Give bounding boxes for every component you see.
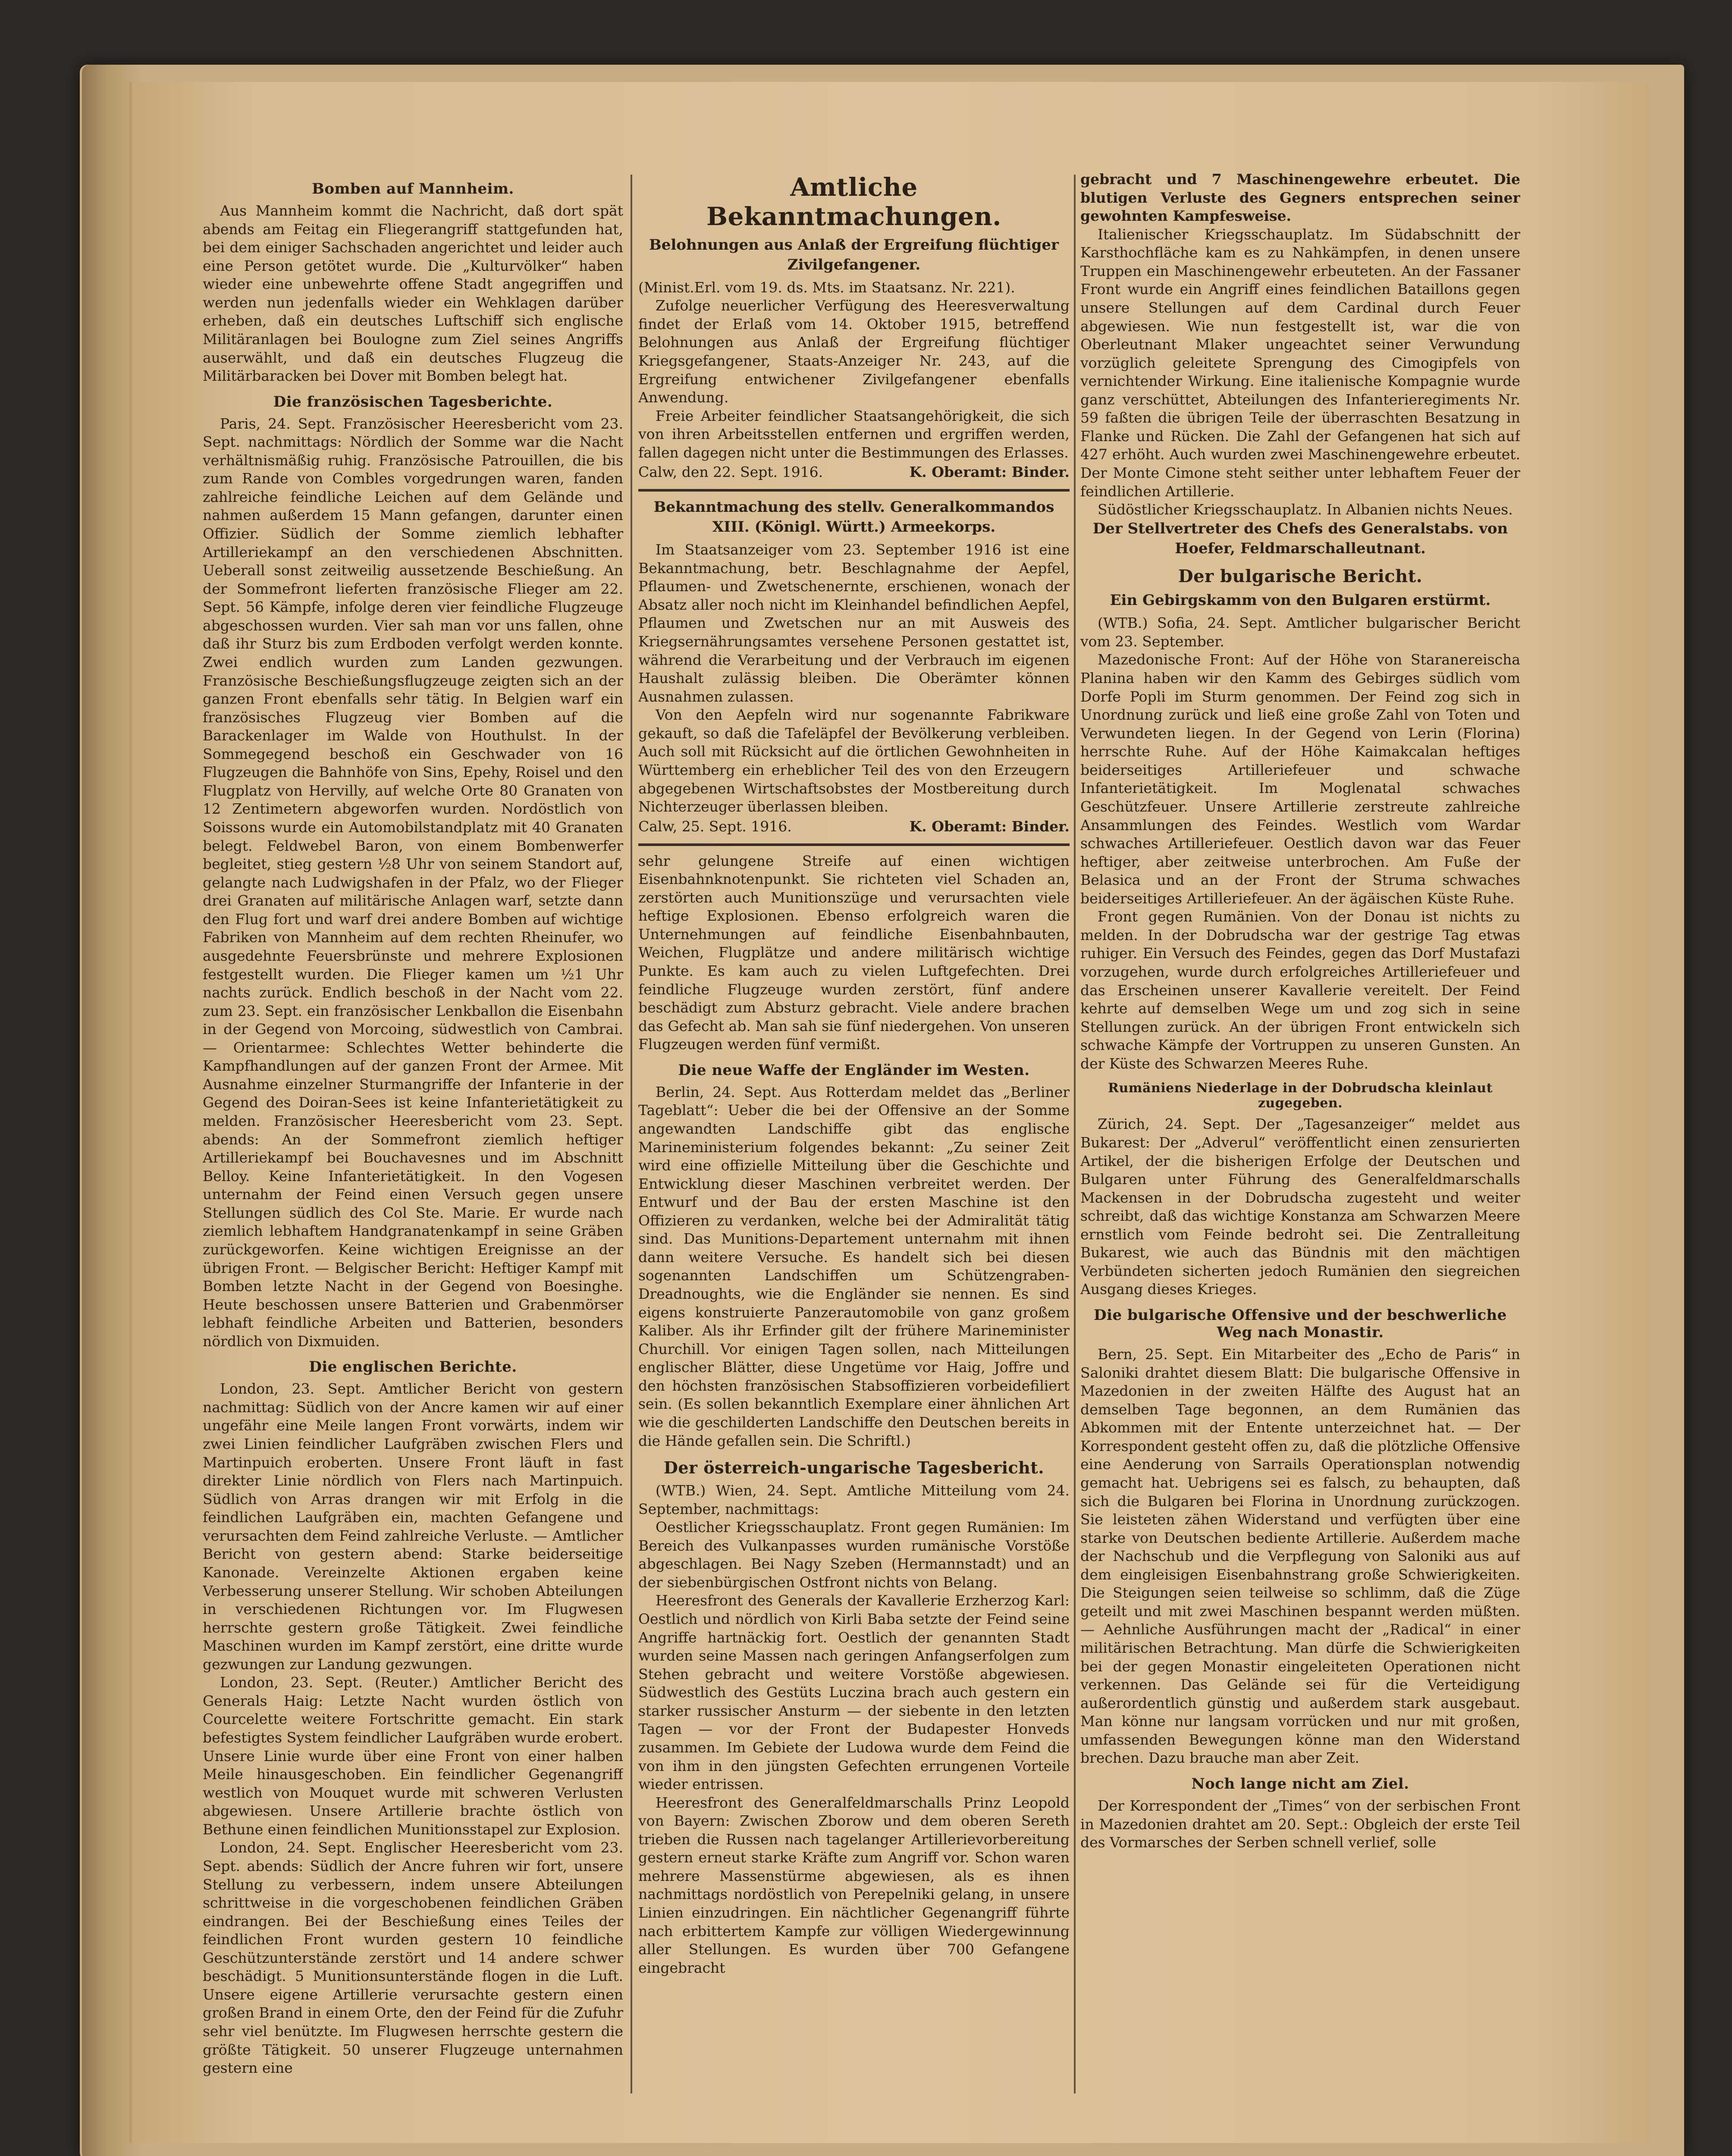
headline-rumaeniens-niederlage: Rumäniens Niederlage in der Dobrudscha kleinlaut zugegeben. (1108, 1081, 1493, 1111)
signature-date: Calw, 25. Sept. 1916. (638, 818, 792, 835)
article-paragraph: Der Korrespondent der „Times“ von der serbischen Front in Mazedonien drahtet am 20. Sept.: Obgleich der erste Teil des Vormarsches der Serben schnell verlief, solle (1080, 1797, 1520, 1851)
signature-line (638, 464, 1070, 480)
signature-authority: K. Oberamt: Binder. (909, 464, 1070, 481)
subheadline-generalkommando: Bekanntmachung des stellv. Generalkommandos XIII. (Königl. Württ.) Armeekorps. (653, 498, 1054, 536)
article-paragraph: Mazedonische Front: Auf der Höhe von Staranereischa Planina haben wir den Kamm des Gebirges südlich vom Dorfe Popli im Sturm genommen. Der Feind zog sich in Unordnung zurück und ließ eine große Zahl von Toten und Verwundeten liegen. In der Gegend von Lerin (Florina) herrschte Ruhe. Auf der Höhe Kaimakcalan heftiges beiderseitiges Artilleriefeuer und schwache Infanterietätigkeit. Im Moglenatal schwaches Geschützfeuer. Unsere Artillerie zerstreute zahlreiche Ansammlungen des Feindes. Westlich vom Wardar schwaches Artilleriefeuer. Oestlich davon war das Feuer heftiger, aber zeitweise unterbrochen. Am Fuße der Belasica und an der Front der Struma schwaches beiderseitiges Artilleriefeuer. An der ägäischen Küste Ruhe. (1080, 651, 1520, 907)
headline-neue-waffe: Die neue Waffe der Engländer im Westen. (678, 1061, 1030, 1079)
article-paragraph: Freie Arbeiter feindlicher Staatsangehörigkeit, die sich von ihren Arbeitsstellen entfernen und ergriffen werden, fallen dagegen nicht unter die Bestimmungen des Erlasses. (638, 407, 1070, 461)
subheadline-belohnungen: Belohnungen aus Anlaß der Ergreifung flüchtiger Zivilgefangener. (649, 236, 1059, 273)
headline-englische-berichte: Die englischen Berichte. (309, 1358, 517, 1376)
headline-franzoesische-berichte: Die französischen Tagesberichte. (273, 393, 553, 411)
article-paragraph: (WTB.) Sofia, 24. Sept. Amtlicher bulgarischer Bericht vom 23. September. (1080, 614, 1520, 650)
headline-oesterreich-ungarisch: Der österreich-ungarische Tagesbericht. (663, 1458, 1045, 1478)
article-paragraph: Heeresfront des Generals der Kavallerie Erzherzog Karl: Oestlich und nördlich von Kirli Baba setzte der Feind seine Angriffe hartnäckig fort. Oestlich der genannten Stadt wurden seine Massen nach geringen Anfangserfolgen zum Stehen gebracht und weitere Vorstöße abgewiesen. Südwestlich des Gestüts Luczina brach auch gestern ein starker russischer Ansturm — der siebente in den letzten Tagen — vor der Front der Budapester Honveds zusammen. Im Gebiete der Ludowa wurde dem Feind die von ihm in den jüngsten Gefechten errungenen Vorteile wieder entrissen. (638, 1592, 1070, 1793)
article-paragraph: gebracht und 7 Maschinengewehre erbeutet. Die blutigen Verluste des Gegners entsprechen seiner gewohnten Kampfesweise. (1080, 171, 1520, 225)
column-middle (638, 172, 1070, 2113)
headline-noch-lange-nicht: Noch lange nicht am Ziel. (1191, 1775, 1409, 1792)
article-paragraph: Zufolge neuerlicher Verfügung des Heeresverwaltung findet der Erlaß vom 14. Oktober 1915, betreffend Belohnungen aus Anlaß der Ergreifung flüchtiger Kriegsgefangener, Staats-Anzeiger Nr. 243, auf die Ergreifung entwichener Zivilgefangener ebenfalls Anwendung. (638, 297, 1070, 406)
article-paragraph: sehr gelungene Streife auf einen wichtigen Eisenbahnknotenpunkt. Sie richteten viel Schaden an, zerstörten auch Munitionszüge und verursachten viele heftige Explosionen. Ebenso erfolgreich waren die Unternehmungen auf feindliche Eisenbahnbauten, Weichen, Flugplätze und andere militärisch wichtige Punkte. Es kam auch zu vielen Luftgefechten. Drei feindliche Flugzeuge wurden zerstört, fünf andere beschädigt zum Absturz gebracht. Viele andere brachen das Gefecht ab. Man sah sie fünf niedergehen. Von unseren Flugzeugen werden fünf vermißt. (638, 852, 1070, 1053)
article-paragraph: Zürich, 24. Sept. Der „Tagesanzeiger“ meldet aus Bukarest: Der „Adverul“ veröffentlicht einen zensurierten Artikel, der die bisherigen Erfolge der Deutschen und Bulgaren unter Führung des Generalfeldmarschalls Mackensen in der Dobrudscha zugesteht und weiter schreibt, daß das wichtige Konstanza am Schwarzen Meere ernstlich vom Feinde bedroht sei. Die Zentralleitung Bukarest, wie auch das Bündnis mit den mächtigen Verbündeten sicherten jedoch Rumänien den siegreichen Ausgang dieses Krieges. (1080, 1116, 1520, 1298)
signature-date: Calw, den 22. Sept. 1916. (638, 464, 823, 481)
signature-generalstab: Der Stellvertreter des Chefs des Generalstabs. von Hoefer, Feldmarschalleutnant. (1092, 520, 1508, 557)
article-paragraph: Im Staatsanzeiger vom 23. September 1916 ist eine Bekanntmachung, betr. Beschlagnahme der Aepfel, Pflaumen- und Zwetschenernte, erschienen, wonach der Absatz aller noch nicht im Kleinhandel befindlichen Aepfel, Pflaumen und Zwetschen nur an mit Ausweis des Kriegsernährungsamtes versehene Personen gestattet ist, während die Verarbeitung und der Verbrauch im eigenen Haushalt zulässig bleiben. Die Oberämter können Ausnahmen zulassen. (638, 541, 1070, 705)
article-paragraph: (Minist.Erl. vom 19. ds. Mts. im Staatsanz. Nr. 221). (638, 279, 1015, 296)
article-paragraph: Oestlicher Kriegsschauplatz. Front gegen Rumänien: Im Bereich des Vulkanpasses wurden rumänische Vorstöße abgeschlagen. Bei Nagy Szeben (Hermannstadt) und an der siebenbürgischen Ostfront nichts von Belang. (638, 1519, 1070, 1591)
article-paragraph: Bern, 25. Sept. Ein Mitarbeiter des „Echo de Paris“ in Saloniki drahtet diesem Blatt: Die bulgarische Offensive in Mazedonien in der zweiten Hälfte des August hat an demselben Tage begonnen, an dem Rumänien das Abkommen mit der Entente unterzeichnet hat. — Der Korrespondent gesteht offen zu, daß die plötzliche Offensive eine Aenderung von Sarrails Operationsplan notwendig gemacht hat. Uebrigens sei es falsch, zu behaupten, daß sich die Bulgaren bei Florina in Unordnung zurückzogen. Sie leisteten zähen Widerstand und verfügten über eine starke von Deutschen bediente Artillerie. Außerdem mache der Nachschub und die Verpflegung von Saloniki aus auf dem eingleisigen Eisenbahnstrang große Schwierigkeiten. Die Steigungen seien teilweise so schlimm, daß die Züge geteilt und mit zwei Maschinen bespannt werden müßten. — Aehnliche Ausführungen macht der „Radical“ in einer militärischen Betrachtung. Man dürfe die Schwierigkeiten bei der gegen Monastir eingeleiteten Operationen nicht verkennen. Das Gelände sei für die Verteidigung außerordentlich günstig und außerdem stark ausgebaut. Man könne nur langsam vorrücken und nur mit großen, umfassenden Bewegungen könne man den Widerstand brechen. Dazu brauche man aber Zeit. (1080, 1346, 1520, 1767)
article-paragraph: Front gegen Rumänien. Von der Donau ist nichts zu melden. In der Dobrudscha war der gestrige Tag etwas ruhiger. Ein Versuch des Feindes, gegen das Dorf Mustafazi vorzugehen, wurde durch erfolgreiches Artilleriefeuer und das Erscheinen unserer Kavallerie vereitelt. Der Feind kehrte auf demselben Wege um und zog sich in seine Stellungen zurück. An der übrigen Front entwickeln sich schwache Kämpfe der Vortruppen zu unseren Gunsten. An der Küste des Schwarzen Meeres Ruhe. (1080, 908, 1520, 1072)
article-paragraph: Berlin, 24. Sept. Aus Rotterdam meldet das „Berliner Tageblatt“: Ueber die bei der Offensive an der Somme angewandten Landschiffe gibt das englische Marineministerium folgendes bekannt: „Zu seiner Zeit wird eine offizielle Mitteilung über die Geschichte und Entwicklung dieser Maschinen verbreitet werden. Der Entwurf und der Bau der ersten Maschine ist den Offizieren zu verdanken, welche bei der Admiralität tätig sind. Das Munitions-Departement unternahm mit ihnen dann weitere Versuche. Es handelt sich bei diesen sogenannten Landschiffen um Schützengraben-Dreadnoughts, wie die Engländer sie nennen. Es sind eigens konstruierte Panzerautomobile von ganz großem Kaliber. Als ihr Erfinder gilt der frühere Marineminister Churchill. Vor einigen Tagen sollen, nach Mitteilungen englischer Blätter, diese Ungetüme vor Haig, Joffre und den höchsten französischen Stabsoffizieren vorbeidefiliert sein. (Es sollen bekanntlich Exemplare einer ähnlichen Art wie die geschilderten Landschiffe den Deutschen bereits in die Hände gefallen sein. Die Schriftl.) (638, 1083, 1070, 1449)
article-paragraph: Von den Aepfeln wird nur sogenannte Fabrikware gekauft, so daß die Tafeläpfel der Bevölkerung verbleiben. Auch soll mit Rücksicht auf die örtlichen Gewohnheiten in Württemberg ein erheblicher Teil des von den Erzeugern abgegebenen Wirtschaftsobstes der Mostbereitung durch Nichterzeuger überlassen bleiben. (638, 706, 1070, 815)
article-paragraph: Paris, 24. Sept. Französischer Heeresbericht vom 23. Sept. nachmittags: Nördlich der Somme war die Nacht verhältnismäßig ruhig. Französische Patrouillen, die bis zum Rande von Combles vorgedrungen waren, fanden zahlreiche feindliche Leichen auf dem Gelände und nahmen außerdem 15 Mann gefangen, darunter einen Offizier. Südlich der Somme ziemlich lebhafter Artilleriekampf an den verschiedenen Abschnitten. Ueberall sonst zeitweilig aussetzende Beschießung. An der Sommefront lieferten französische Flieger am 22. Sept. 56 Kämpfe, infolge deren vier feindliche Flugzeuge abgeschossen wurden. Vier sah man vor uns fallen, ohne daß ihr Sturz bis zum Erdboden verfolgt werden konnte. Zwei endlich wurden zum Landen gezwungen. Französische Beschießungsflugzeuge zeigten sich an der ganzen Front ebenfalls sehr tätig. In Belgien warf ein französisches Flugzeug vier Bomben auf die Barackenlager im Walde von Houthulst. In der Sommegegend beschoß ein Geschwader von 16 Flugzeugen die Bahnhöfe von Sins, Epehy, Roisel und den Flugplatz von Hervilly, auf welche Orte 80 Granaten von 12 Zentimetern abgeworfen wurden. Nordöstlich von Soissons wurde ein Automobilstandplatz mit 40 Granaten belegt. Feldwebel Baron, von einem Bombenwerfer begleitet, stieg gestern ½8 Uhr von seinem Standort auf, gelangte nach Ludwigshafen in der Pfalz, wo der Flieger drei Granaten auf militärische Anlagen warf, setzte dann den Flug fort und warf drei andere Bomben auf wichtige Fabriken von Mannheim auf dem rechten Rheinufer, wo ausgedehnte Feuersbrünste und mehrere Explosionen festgestellt wurden. Die Flieger kamen um ½1 Uhr nachts zurück. Endlich beschoß in der Nacht vom 22. zum 23. Sept. ein französischer Lenkballon die Eisenbahn in der Gegend von Morcoing, südwestlich von Cambrai. — Orientarmee: Schlechtes Wetter behinderte die Kampfhandlungen auf der ganzen Front der Armee. Mit Ausnahme einzelner Sturmangriffe der Infanterie in der Gegend des Doiran-Sees ist keine Infanterietätigkeit zu melden. Französischer Heeresbericht vom 23. Sept. abends: An der Sommefront ziemlich heftiger Artilleriekampf bei Bouchavesnes und im Abschnitt Belloy. Keine Infanterietätigkeit. In den Vogesen unternahm der Feind einen Versuch gegen unsere Stellungen südlich des Col Ste. Marie. Er wurde nach ziemlich lebhaftem Handgranatenkampf in seine Gräben zurückgeworfen. Keine wichtigen Ereignisse an der übrigen Front. — Belgischer Bericht: Heftiger Kampf mit Bomben letzte Nacht in der Gegend von Boesinghe. Heute beschossen unsere Batterien und Grabenmörser lebhaft feindliche Arbeiten und Batterien, besonders nördlich von Dixmuiden. (203, 415, 623, 1350)
column-left (203, 172, 623, 2113)
article-paragraph: Heeresfront des Generalfeldmarschalls Prinz Leopold von Bayern: Zwischen Zborow und dem oberen Sereth trieben die Russen nach tagelanger Artillerievorbereitung gestern erneut starke Kräfte zum Angriff vor. Schon waren mehrere Massenstürme abgewiesen, als es ihnen nachmittags nordöstlich von Perepelniki gelang, in unsere Linien einzudringen. Ein nächtlicher Gegenangriff führte nach erbittertem Kampfe zur völligen Wiedergewinnung aller Stellungen. Es wurden über 700 Gefangene eingebracht (638, 1794, 1070, 1976)
headline-amtliche-bekanntmachungen: Amtliche Bekanntmachungen. (706, 172, 1001, 231)
article-paragraph: (WTB.) Wien, 24. Sept. Amtliche Mitteilung vom 24. September, nachmittags: (638, 1482, 1070, 1517)
article-paragraph: Italienischer Kriegsschauplatz. Im Südabschnitt der Karsthochfläche kam es zu Nahkämpfen, in denen unsere Truppen ein Maschinengewehr erbeuteten. An der Fassaner Front wurde ein Angriff eines feindlichen Bataillons gegen unsere Stellungen auf dem Cardinal durch Feuer abgewiesen. Wie nun festgestellt ist, war die von Oberleutnant Mlaker ungeachtet seiner Verwundung vorzüglich geleitete Sprengung des Cimogipfels von vernichtender Wirkung. Eine italienische Kompagnie wurde ganz verschüttet, Abteilungen des Infanterieregiments Nr. 59 faßten die übrigen Teile der überraschten Besatzung in Flanke und Rücken. Die Zahl der Gefangenen hat sich auf 427 erhöht. Auch wurden zwei Maschinengewehre erbeutet. Der Monte Cimone steht seither unter lebhaftem Feuer der feindlichen Artillerie. (1080, 226, 1520, 500)
headline-bomben-mannheim: Bomben auf Mannheim. (312, 180, 514, 197)
section-divider (638, 489, 1070, 492)
section-divider (638, 843, 1070, 846)
article-paragraph: Aus Mannheim kommt die Nachricht, daß dort spät abends am Feitag ein Fliegerangriff stattgefunden hat, bei dem einiger Sachschaden angerichtet und leider auch eine Person getötet wurde. Die „Kulturvölker“ haben wieder eine unbewehrte offene Stadt angegriffen und werden nun jedenfalls wieder ein Wehklagen darüber erheben, daß ein deutsches Luftschiff sich englische Militäranlagen bei Boulogne zum Ziel seines Angriffs auserwählt, und daß ein deutsches Flugzeug die Militärbaracken bei Dover mit Bomben belegt hat. (203, 202, 623, 385)
signature-line (638, 818, 1070, 835)
headline-bulgarische-offensive: Die bulgarische Offensive und der beschwerliche Weg nach Monastir. (1094, 1307, 1507, 1341)
headline-bulgarischer-bericht: Der bulgarische Bericht. (1178, 566, 1423, 587)
article-paragraph: Südöstlicher Kriegsschauplatz. In Albanien nichts Neues. (1098, 501, 1513, 518)
column-divider (631, 175, 632, 2093)
subheadline-gebirgskamm: Ein Gebirgskamm von den Bulgaren erstürmt. (1110, 592, 1491, 609)
column-divider (1074, 175, 1076, 2093)
article-paragraph: London, 23. Sept. (Reuter.) Amtlicher Bericht des Generals Haig: Letzte Nacht wurden östlich von Courcelette weitere Fortschritte gemacht. Ein stark befestigtes System feindlicher Laufgräben wurde erobert. Unsere Linie wurde über eine Front von einer halben Meile hinausgeschoben. Ein feindlicher Gegenangriff westlich von Mouquet wurde mit schweren Verlusten abgewiesen. Unsere Artillerie brachte östlich von Bethune einen feindlichen Munitionsstapel zur Explosion. (203, 1674, 623, 1838)
column-right (1080, 170, 1520, 2111)
signature-authority: K. Oberamt: Binder. (909, 818, 1070, 835)
article-paragraph: London, 23. Sept. Amtlicher Bericht von gestern nachmittag: Südlich von der Ancre kamen wir auf einer ungefähr eine Meile langen Front vorwärts, indem wir zwei Linien feindlicher Laufgräben zwischen Flers und Martinpuich eroberten. Unsere Front läuft in fast direkter Linie nördlich von Flers nach Martinpuich. Südlich von Arras drangen wir mit Erfolg in die feindlichen Laufgräben ein, machten Gefangene und verursachten dem Feind zahlreiche Verluste. — Amtlicher Bericht von gestern abend: Starke beiderseitige Kanonade. Vereinzelte Aktionen ergaben keine Verbesserung unserer Stellung. Wir schoben Abteilungen in verschiedenen Richtungen vor. Im Flugwesen herrschte gestern große Tätigkeit. Zwei feindliche Maschinen wurden im Kampf zerstört, eine dritte wurde gezwungen zur Landung gezwungen. (203, 1380, 623, 1673)
article-paragraph: London, 24. Sept. Englischer Heeresbericht vom 23. Sept. abends: Südlich der Ancre fuhren wir fort, unsere Stellung zu verbessern, indem unsere Abteilungen schrittweise in die vorgeschobenen feindlichen Gräben eindrangen. Bei der Beschießung eines Teiles der feindlichen Front wurden gestern 10 feindliche Geschützunterstände zerstört und 14 andere schwer beschädigt. 5 Munitionsunterstände flogen in die Luft. Unsere eigene Artillerie verursachte gestern einen großen Brand in einem Orte, den der Feind für die Zufuhr sehr viel benützte. Im Flugwesen herrschte gestern die größte Tätigkeit. 50 unserer Flugzeuge unternahmen gestern eine (203, 1839, 623, 2077)
